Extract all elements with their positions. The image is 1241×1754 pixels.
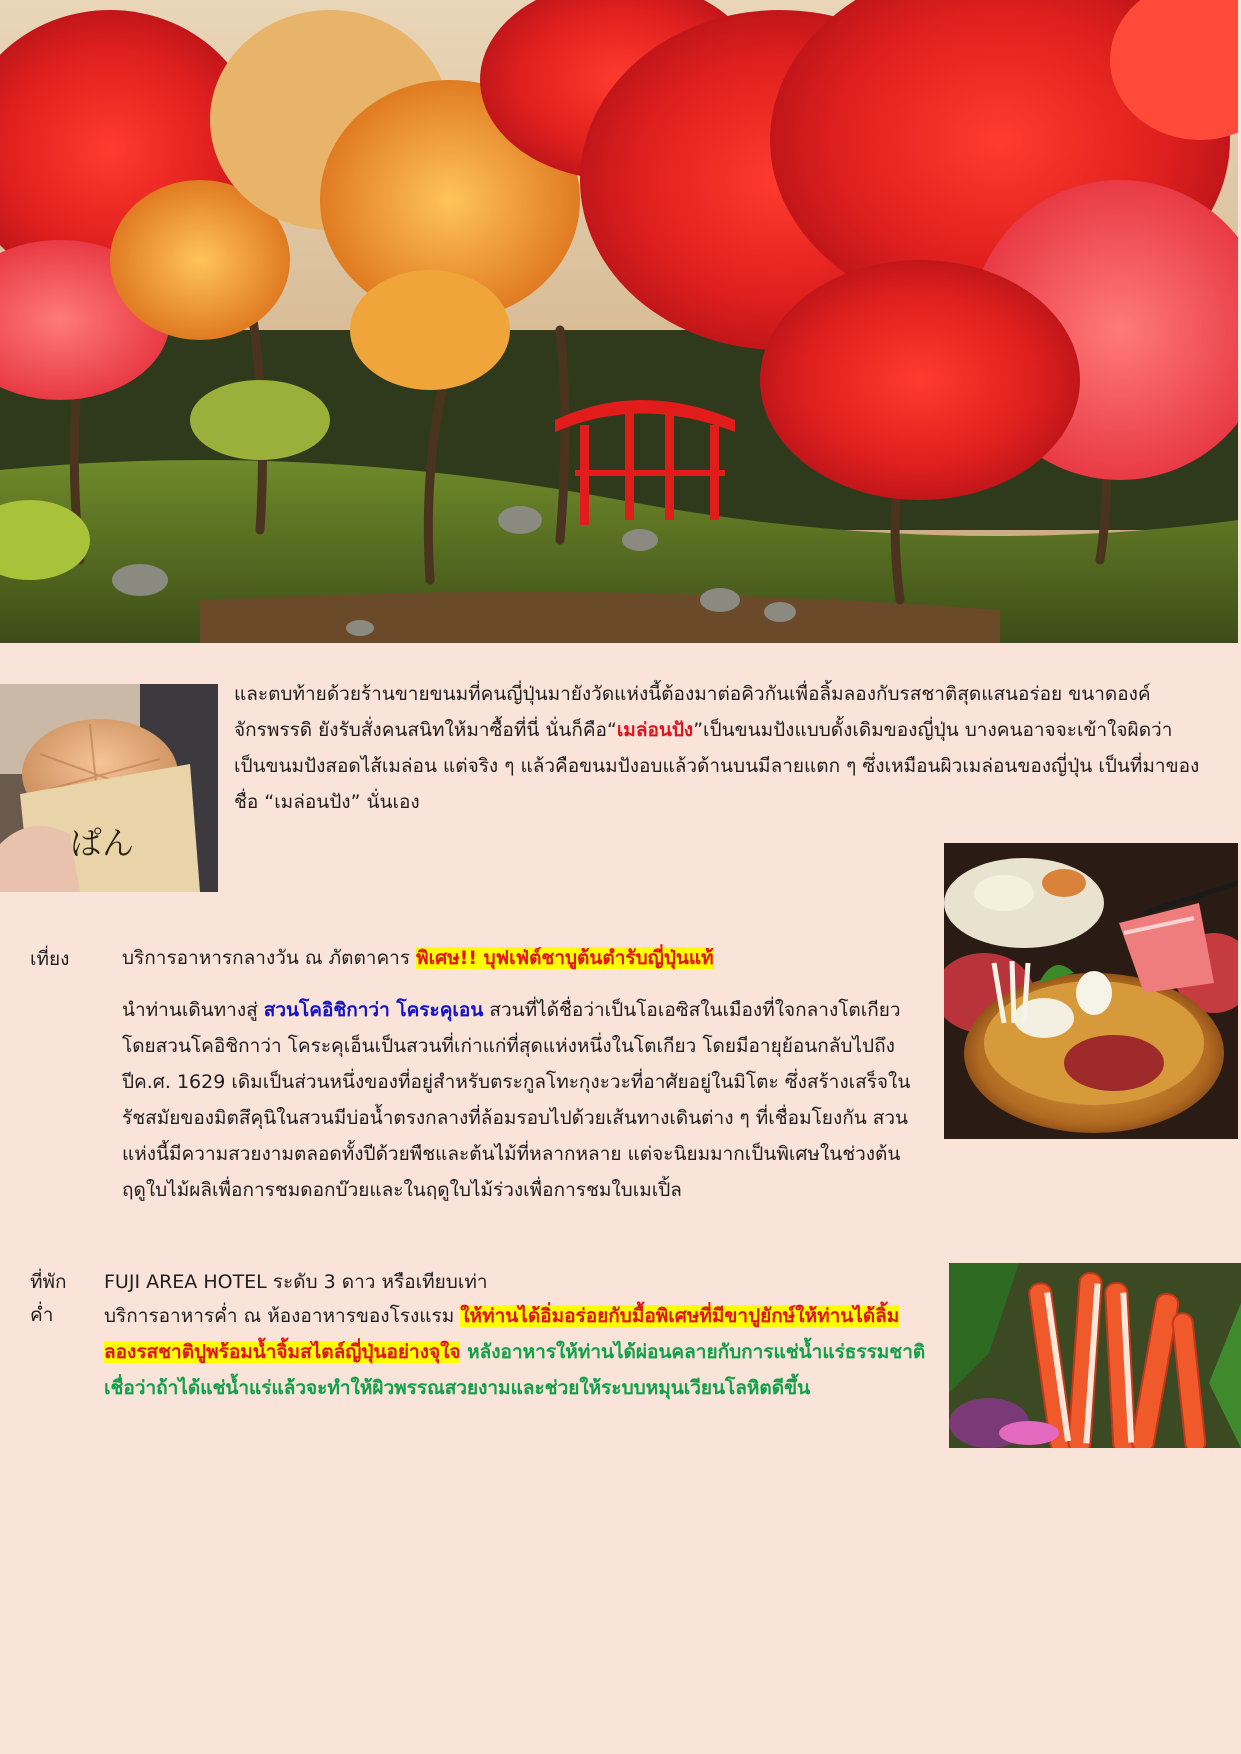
onsen-text: หลังอาหารให้ท่านได้ผ่อนคลายกับการแช่น้ำแร่ธรรมชาติ เชื่อว่าถ้าได้แช่น้ำแร่แล้วจะทำให้ผิวพรรณสวยงามและช่วยให้ระบบหมุนเวียนโลหิตดีขึ้น xyxy=(104,1341,926,1399)
hotel-name: FUJI AREA HOTEL ระดับ 3 ดาว หรือเทียบเท่า xyxy=(104,1271,488,1293)
melon-pan-photo xyxy=(0,684,218,892)
lunch-label: เที่ยง xyxy=(30,948,70,970)
svg-text:ぱん: ぱん xyxy=(70,824,135,862)
autumn-garden-photo xyxy=(0,0,1238,643)
shabu-hotpot-photo xyxy=(944,843,1238,1139)
crab-legs-photo xyxy=(949,1263,1241,1448)
dinner-highlight: ให้ท่านได้อิ่มอร่อยกับมื้อพิเศษที่มีขาปูยักษ์ให้ท่านได้ลิ้มลองรสชาติปูพร้อมน้ำจิ้มสไตล์ญี่ปุ่นอย่างจุใจ xyxy=(104,1305,900,1363)
lunch-description: บริการอาหารกลางวัน ณ ภัตตาคาร พิเศษ!! บุฟเฟ่ต์ชาบูต้นตำรับญี่ปุ่นแท้ xyxy=(122,947,714,969)
garden-name: สวนโคอิชิกาว่า โคระคุเอน xyxy=(263,999,484,1021)
lunch-highlight: พิเศษ!! บุฟเฟ่ต์ชาบูต้นตำรับญี่ปุ่นแท้ xyxy=(416,947,714,969)
melonpan-description: และตบท้ายด้วยร้านขายขนมที่คนญี่ปุ่นมายังวัดแห่งนี้ต้องมาต่อคิวกันเพื่อลิ้มลองกับรสชาติสุดแสนอร่อย ขนาดองค์จักรพรรดิ ยังรับสั่งคนสนิทให้มาซื้อที่นี่ นั่นก็คือ“เมล่อนปัง”เป็นขนมปังแบบดั้งเดิมของญี่ปุ่น บางคนอาจจะเข้าใจผิดว่าเป็นขนมปังสอดไส้เมล่อน แต่จริง ๆ แล้วคือขนมปังอบแล้วด้านบนมีลายแตก ๆ ซึ่งเหมือนผิวเมล่อนของญี่ปุ่น เป็นที่มาของชื่อ “เมล่อนปัง” นั่นเอง xyxy=(234,683,1200,813)
dinner-label: ค่ำ xyxy=(30,1304,54,1326)
hotel-label: ที่พัก xyxy=(30,1271,67,1293)
garden-description: นำท่านเดินทางสู่ สวนโคอิชิกาว่า โคระคุเอน สวนที่ได้ชื่อว่าเป็นโอเอซิสในเมืองที่ใจกลางโตเกียว โดยสวนโคอิชิกาว่า โคระคุเอ็นเป็นสวนที่เก่าแก่ที่สุดแห่งหนึ่งในโตเกียว โดยมีอายุย้อนกลับไปถึงปีค.ศ. 1629 เดิมเป็นส่วนหนึ่งของที่อยู่สำหรับตระกูลโทะกุงะวะที่อาศัยอยู่ในมิโตะ ซึ่งสร้างเสร็จในรัชสมัยของมิตสึคุนิในสวนมีบ่อน้ำตรงกลางที่ล้อมรอบไปด้วยเส้นทางเดินต่าง ๆ ที่เชื่อมโยงกัน สวนแห่งนี้มีความสวยงามตลอดทั้งปีด้วยพืชและต้นไม้ที่หลากหลาย แต่จะนิยมมากเป็นพิเศษในช่วงต้นฤดูใบไม้ผลิเพื่อการชมดอกบ๊วยและในฤดูใบไม้ร่วงเพื่อการชมใบเมเปิ้ล xyxy=(122,999,911,1201)
melonpan-name: เมล่อนปัง xyxy=(616,719,694,741)
dinner-description: บริการอาหารค่ำ ณ ห้องอาหารของโรงแรม ให้ท่านได้อิ่มอร่อยกับมื้อพิเศษที่มีขาปูยักษ์ให้ท่านได้ลิ้มลองรสชาติปูพร้อมน้ำจิ้มสไตล์ญี่ปุ่นอย่างจุใจ หลังอาหารให้ท่านได้ผ่อนคลายกับการแช่น้ำแร่ธรรมชาติ เชื่อว่าถ้าได้แช่น้ำแร่แล้วจะทำให้ผิวพรรณสวยงามและช่วยให้ระบบหมุนเวียนโลหิตดีขึ้น xyxy=(104,1305,926,1399)
